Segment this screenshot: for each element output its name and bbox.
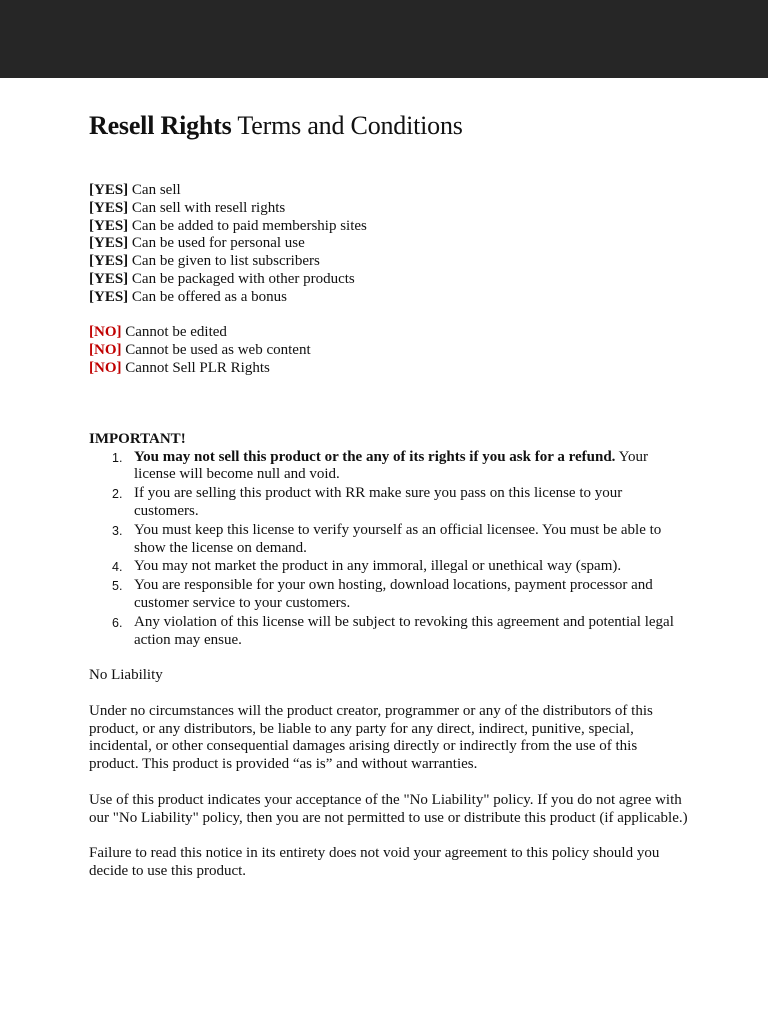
yes-tag: [YES] — [89, 288, 129, 305]
yes-tag: [YES] — [89, 182, 129, 198]
no-tag: [NO] — [89, 359, 122, 376]
allowed-right-item — [89, 218, 689, 236]
allowed-right-text: Can be offered as a bonus — [131, 288, 288, 305]
allowed-right-text: Can be given to list subscribers — [131, 253, 320, 270]
yes-tag: [YES] — [89, 217, 129, 234]
restricted-right-text: Cannot be used as web content — [125, 342, 311, 359]
restricted-right-item — [89, 324, 689, 342]
restricted-right-text: Cannot be edited — [125, 324, 227, 341]
spacer — [89, 378, 689, 431]
no-tag: [NO] — [89, 342, 122, 359]
rule-item — [112, 521, 689, 558]
rule-text: Any violation of this license will be subject to revoking this agreement and potential legal action may ensue. — [134, 613, 674, 648]
rule-number: 4. — [112, 560, 123, 575]
rule-lead: You may not sell this product or the any of its rights if you ask for a refund. — [134, 448, 616, 465]
no-liability-paragraph: Under no circumstances will the product creator, programmer or any of the distributors of this product, or any distributors, be liable to any party for any direct, indirect, punitive, special, incidental, or other consequential damages arising directly or indirectly from the use of this product. This product is provided “as is” and without warranties. — [89, 702, 653, 773]
rule-item — [112, 613, 689, 650]
yes-tag: [YES] — [89, 270, 129, 287]
rule-text: If you are selling this product with RR make sure you pass on this license to your customers. — [134, 485, 623, 519]
rule-item — [112, 558, 689, 576]
document-viewer-header-bar — [0, 0, 768, 78]
spacer — [89, 307, 689, 325]
restricted-right-text: Cannot Sell PLR Rights — [125, 359, 270, 376]
allowed-right-text: Can be added to paid membership sites — [131, 217, 367, 234]
rule-number: 2. — [112, 487, 123, 502]
rule-text: You may not market the product in any immoral, illegal or unethical way (spam). — [134, 558, 622, 575]
allowed-right-text: Can sell — [131, 182, 181, 198]
allowed-right-text: Can sell with resell rights — [131, 199, 286, 216]
allowed-rights-list — [89, 182, 689, 307]
allowed-right-item — [89, 182, 689, 200]
allowed-right-text: Can be packaged with other products — [131, 270, 355, 287]
rule-text: You must keep this license to verify yourself as an official licensee. You must be able to show the license on demand. — [134, 521, 662, 556]
no-liability-paragraph: Failure to read this notice in its entirety does not void your agreement to this policy should you decide to use this product. — [89, 845, 660, 879]
rule-item — [112, 577, 689, 613]
no-liability-heading: No Liability — [89, 667, 163, 684]
allowed-right-item — [89, 271, 689, 289]
page-title-bold: Resell Rights — [89, 111, 232, 140]
restricted-right-item — [89, 342, 689, 360]
no-tag: [NO] — [89, 324, 122, 341]
allowed-right-item — [89, 289, 689, 307]
rule-number: 3. — [112, 523, 123, 538]
rule-text: Your license will become null and void. — [134, 448, 648, 483]
allowed-right-item — [89, 235, 689, 253]
rule-number: 6. — [112, 615, 123, 630]
yes-tag: [YES] — [89, 235, 129, 252]
page-title-rest: Terms and Conditions — [237, 111, 463, 140]
rule-item — [112, 448, 689, 485]
rule-number: 1. — [112, 450, 123, 465]
page-title — [89, 110, 689, 142]
yes-tag: [YES] — [89, 199, 129, 216]
yes-tag: [YES] — [89, 253, 129, 270]
document-page — [89, 110, 689, 881]
rule-item — [112, 485, 689, 521]
allowed-right-item — [89, 253, 689, 271]
allowed-right-text: Can be used for personal use — [131, 235, 305, 252]
rule-number: 5. — [112, 579, 123, 594]
important-rules-list — [89, 449, 689, 650]
rule-text: You are responsible for your own hosting, download locations, payment processor and customer service to your customers. — [134, 577, 653, 611]
no-liability-paragraph: Use of this product indicates your acceptance of the "No Liability" policy. If you do not agree with our "No Liability" policy, then you are not permitted to use or distribute this product (if applicable.) — [89, 791, 688, 826]
allowed-right-item — [89, 200, 689, 218]
restricted-rights-list — [89, 324, 689, 377]
restricted-right-item — [89, 360, 689, 378]
important-heading: IMPORTANT! — [89, 430, 186, 447]
